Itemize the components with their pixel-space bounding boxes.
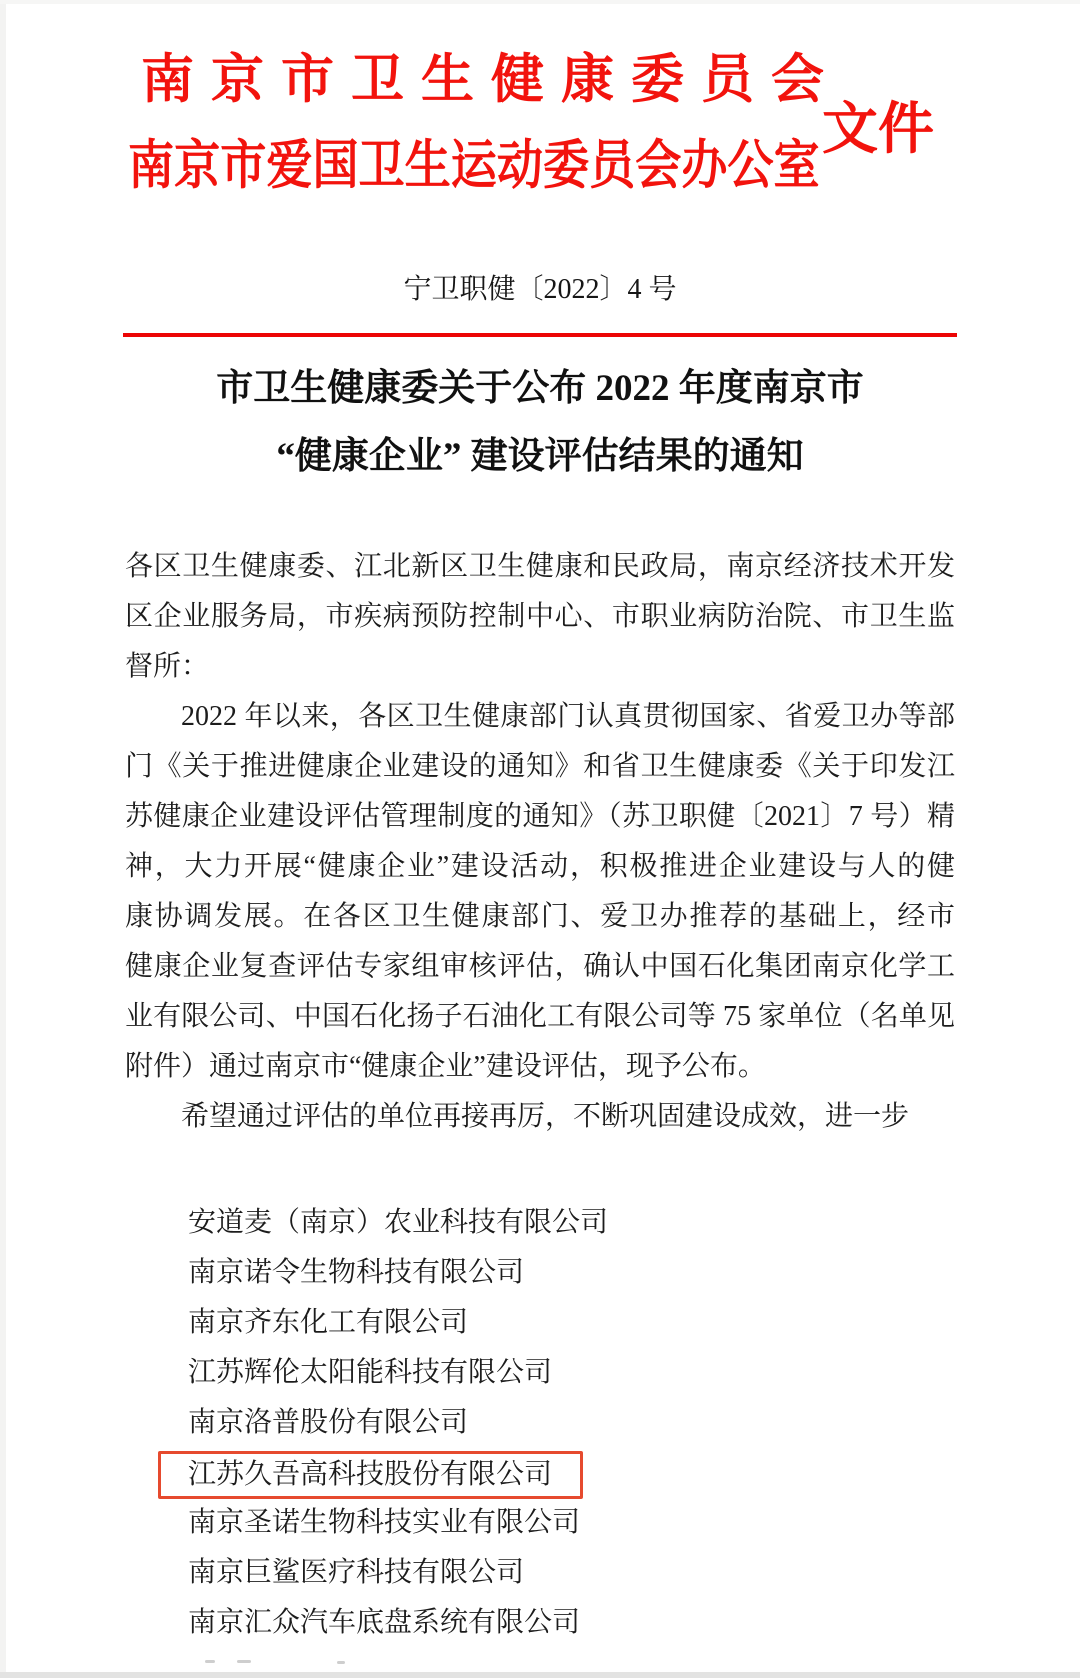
- body-line: 各区卫生健康委、江北新区卫生健康和民政局，南京经济技术开发: [125, 551, 955, 582]
- document-title-line-2: “健康企业” 建设评估结果的通知: [276, 436, 804, 477]
- scan-edge-bottom: [0, 1672, 1080, 1678]
- cropped-next-line-remnant: [205, 1660, 215, 1663]
- body-line: 神，大力开展“健康企业”建设活动，积极推进企业建设与人的健: [125, 851, 955, 882]
- highlighted-company-name: 江苏久吾高科技股份有限公司: [188, 1458, 553, 1490]
- company-list-item: 南京洛普股份有限公司: [188, 1407, 469, 1438]
- scan-edge-left: [0, 0, 6, 1678]
- cropped-next-line-remnant: [237, 1660, 251, 1663]
- company-list-item: 江苏辉伦太阳能科技有限公司: [188, 1357, 553, 1388]
- red-separator-rule: [123, 333, 957, 337]
- doc-type-label: 文件: [822, 99, 934, 161]
- body-line: 希望通过评估的单位再接再厉，不断巩固建设成效，进一步: [181, 1101, 910, 1132]
- cropped-next-line-remnant: [337, 1661, 345, 1664]
- issuer-name-line-1: 南京市卫生健康委员会: [141, 51, 841, 109]
- company-list-item: 南京巨鲨医疗科技有限公司: [188, 1557, 525, 1588]
- body-line: 苏健康企业建设评估管理制度的通知》（苏卫职健〔2021〕7 号）精: [125, 801, 955, 832]
- body-line: 附件）通过南京市“健康企业”建设评估，现予公布。: [125, 1051, 766, 1082]
- company-list-item: 南京诺令生物科技有限公司: [188, 1257, 525, 1288]
- document-title: [60, 370, 1020, 475]
- doc-number: 宁卫职健〔2022〕4 号: [403, 274, 677, 305]
- body-line: 区企业服务局，市疾病预防控制中心、市职业病防治院、市卫生监: [125, 601, 955, 632]
- body-line: 门《关于推进健康企业建设的通知》和省卫生健康委《关于印发江: [125, 751, 955, 782]
- body-line: 康协调发展。在各区卫生健康部门、爱卫办推荐的基础上，经市: [125, 901, 955, 932]
- approved-company-list: [125, 1198, 955, 1648]
- company-list-item: 南京齐东化工有限公司: [188, 1307, 469, 1338]
- company-list-item-highlighted: [125, 1448, 955, 1498]
- company-list-item: 安道麦（南京）农业科技有限公司: [188, 1207, 609, 1238]
- highlight-box: [158, 1451, 583, 1499]
- body-line: 督所：: [125, 651, 210, 682]
- body-line: 业有限公司、中国石化扬子石油化工有限公司等 75 家单位（名单见: [125, 1001, 955, 1032]
- issuer-name-line-2: 南京市爱国卫生运动委员会办公室: [128, 137, 820, 195]
- company-list-item: 南京圣诺生物科技实业有限公司: [188, 1507, 581, 1538]
- document-title-line-1: 市卫生健康委关于公布 2022 年度南京市: [216, 368, 864, 409]
- company-list-item: 南京汇众汽车底盘系统有限公司: [188, 1607, 581, 1638]
- body-text: [125, 542, 955, 1142]
- body-line: 健康企业复查评估专家组审核评估，确认中国石化集团南京化学工: [125, 951, 955, 982]
- scan-edge-top: [0, 0, 1080, 4]
- body-line: 2022 年以来，各区卫生健康部门认真贯彻国家、省爱卫办等部: [181, 701, 955, 732]
